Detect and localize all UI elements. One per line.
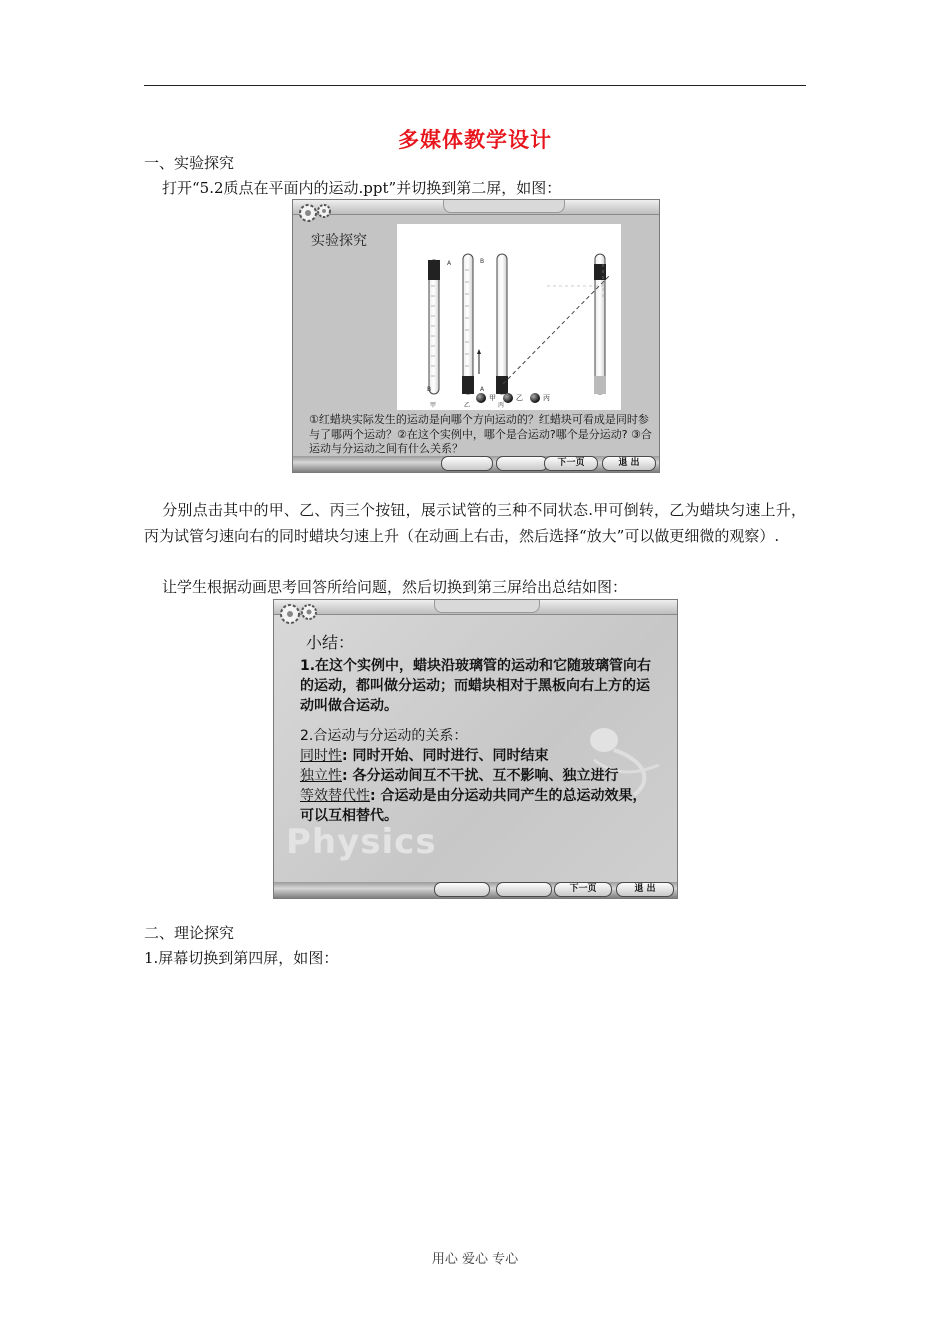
exit-button[interactable]: 退 出 [602,456,656,471]
animation-canvas [397,224,621,410]
tube-diagram [397,224,621,410]
point-label: A [447,260,452,267]
tube-label-yi: 乙 [464,402,471,409]
paragraph-buttons [144,497,806,549]
button-bing-icon[interactable] [530,393,540,403]
relation-simultaneity [300,746,548,766]
tube-bing-end [594,254,606,394]
slide-heading: 实验探究 [311,233,367,249]
section1-heading: 一、实验探究 [144,154,235,172]
relation-independence [300,766,618,786]
next-page-button[interactable]: 下一页 [544,456,598,471]
summary-heading: 小结： [306,633,355,652]
point-label: B [427,386,432,393]
slide-top-tab [434,600,540,613]
relation-term: 同时性 [300,748,342,764]
button-bing-label[interactable]: 丙 [543,394,550,402]
nav-blank-button[interactable] [496,456,548,471]
point-label: B [480,258,485,265]
section2-heading: 二、理论探究 [144,924,235,942]
page-footer: 用心 爱心 专心 [431,1252,519,1267]
gears-icon [278,602,324,626]
gears-icon [297,202,337,224]
paragraph-buttons-text: 分别点击其中的甲、乙、丙三个按钮，展示试管的三种不同状态.甲可倒转，乙为蜡块匀速上升，丙为试管匀速向右的同时蜡块匀速上升（在动画上右击，然后选择“放大”可以做更细微的观察）. [144,501,806,545]
tube-bing-start [496,254,508,394]
header-rule [144,85,806,86]
relation-term: 等效替代性 [300,788,370,804]
slide-question: ①红蜡块实际发生的运动是向哪个方向运动的？红蜡块可看成是同时参与了哪两个运动？②在这个实例中，哪个是合运动?哪个是分运动? ③合运动与分运动之间有什么关系？ [309,413,652,455]
section1-intro: 打开“5.2质点在平面内的运动.ppt”并切换到第二屏，如图： [162,179,562,197]
page-title: 多媒体教学设计 [398,127,552,152]
button-jia-label[interactable]: 甲 [489,394,496,402]
relation-equivalence [300,786,660,826]
point-label: A [480,386,485,393]
relation-text: : 同时开始、同时进行、同时结束 [342,748,549,764]
tube-jia [428,260,440,394]
slide-summary [273,599,678,899]
slide-experiment [292,199,660,473]
paragraph-summary-intro: 让学生根据动画思考回答所给问题，然后切换到第三屏给出总结如图： [162,578,628,596]
next-page-button[interactable]: 下一页 [554,882,612,897]
slide-top-tab [443,200,565,213]
section2-item-1: 1.屏幕切换到第四屏，如图： [144,949,339,967]
button-yi-icon[interactable] [503,393,513,403]
nav-blank-button[interactable] [441,456,493,471]
relation-text: : 各分运动间互不干扰、互不影响、独立进行 [342,768,619,784]
trajectory-line [503,276,609,384]
button-yi-label[interactable]: 乙 [516,394,523,402]
button-jia-icon[interactable] [476,393,486,403]
tube-label-jia: 甲 [430,402,437,409]
relation-term: 独立性 [300,768,342,784]
summary-item-1: 1.在这个实例中，蜡块沿玻璃管的运动和它随玻璃管向右的运动，都叫做分运动；而蜡块相对于黑板向右上方的运动叫做合运动。 [300,658,652,714]
physics-watermark: Physics [286,822,437,862]
nav-blank-button[interactable] [496,882,552,897]
relation-text: : 合运动是由分运动共同产生的总运动效果，可以互相替代。 [300,788,647,824]
exit-button[interactable]: 退 出 [616,882,674,897]
nav-blank-button[interactable] [434,882,490,897]
tube-label-bing: 丙 [498,402,505,409]
tube-yi [462,254,481,394]
summary-item-2-heading: 2.合运动与分运动的关系： [300,728,468,744]
